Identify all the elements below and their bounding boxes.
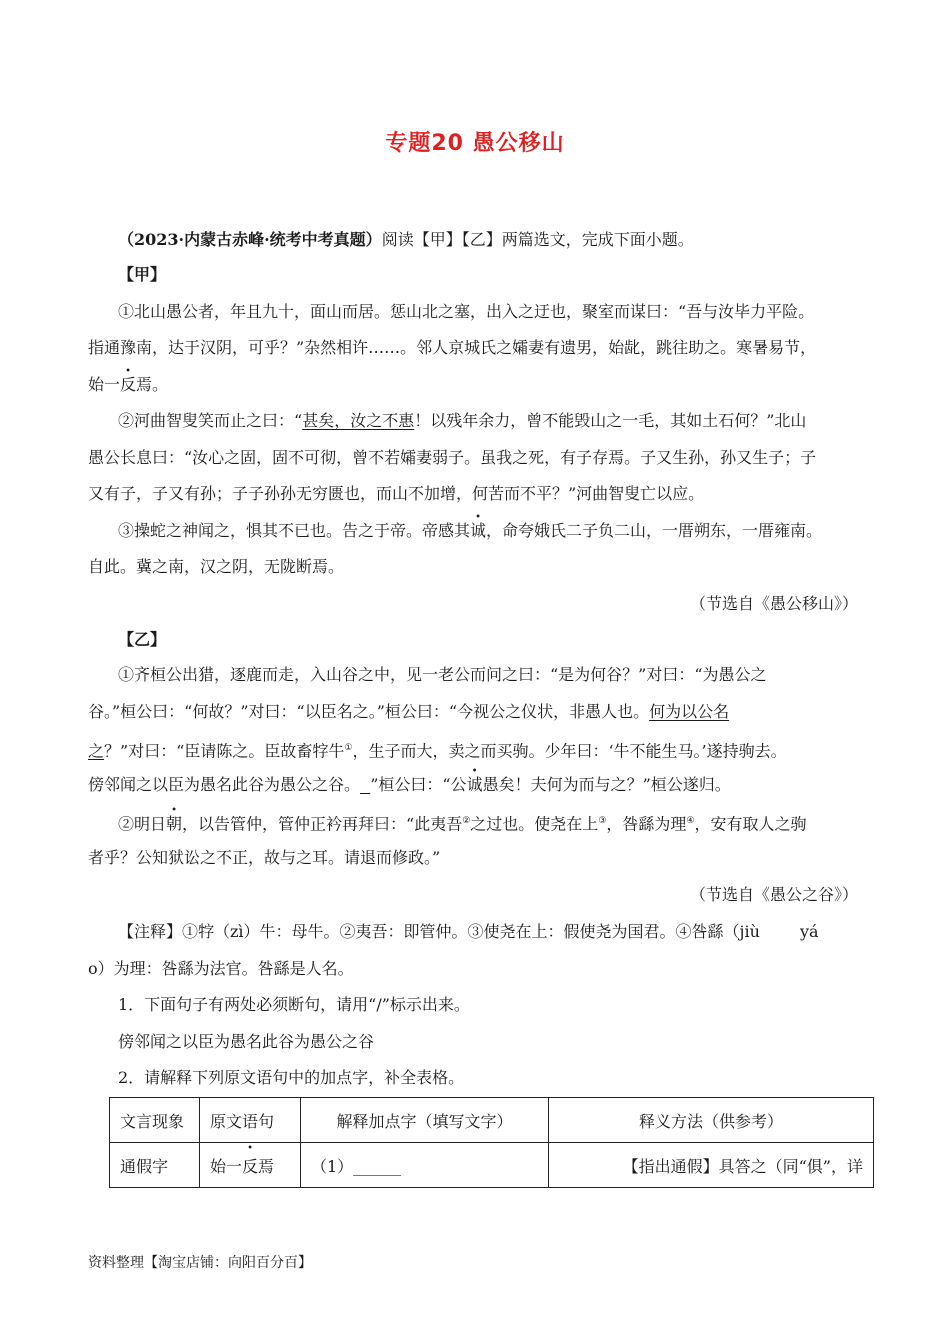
- table-cell-sentence: [200, 1143, 301, 1188]
- yi-source: （节选自《愚公之谷》）: [689, 885, 858, 904]
- yi-line-1: ①齐桓公出猎，逐鹿而走，入山谷之中，见一老公而问之曰：“是为何谷？”对曰：“为愚公之: [118, 665, 767, 684]
- jia-line-8: 自此。冀之南，汉之阴，无陇断焉。: [88, 557, 345, 576]
- jia-line-7: [118, 520, 822, 542]
- footnote-mark-4: ④: [686, 816, 695, 826]
- footnote-mark-1: ①: [344, 743, 353, 753]
- yi-line-5-b: ，以告管仲，管仲正衿再拜曰：“此夷吾: [182, 814, 463, 834]
- table-header: 文言现象: [110, 1098, 200, 1143]
- notes-line-2: o）为理：咎繇为法官。咎繇是人名。: [88, 959, 354, 978]
- footer-text: 资料整理【淘宝店铺：向阳百分百】: [88, 1255, 312, 1271]
- dotted-char-fan-table: 反: [242, 1156, 259, 1176]
- yi-line-2-a: 谷。”桓公曰：“何故？”对曰：“以臣名之。”桓公曰：“今视公之仪状，非愚人也。: [88, 702, 650, 721]
- answer-table: [109, 1097, 874, 1188]
- footnote-mark-3: ③: [598, 816, 607, 826]
- yi-line-6: 者乎？公知狱讼之不正，故与之耳。请退而修政。”: [88, 848, 441, 867]
- yi-line-3-a: ？”对曰：“臣请陈之。臣故畜牸牛: [104, 741, 345, 761]
- underlined-phrase-2-end: 之: [88, 741, 105, 761]
- table-row: [110, 1143, 874, 1188]
- yi-line-5: [118, 810, 807, 835]
- footnote-mark-2: ②: [462, 816, 471, 826]
- jia-line-6: 又有子，子又有孙；子子孙孙无穷匮也，而山不加增，何苦而不平？”河曲智叟亡以应。: [88, 484, 705, 503]
- sentence-b: 焉: [258, 1156, 275, 1176]
- jia-line-7-a: ③操蛇之神闻之，惧其不已也。告之于帝。帝感其: [118, 521, 471, 540]
- table-header: 解释加点字（填写文字）: [301, 1098, 549, 1143]
- table-header-row: [110, 1098, 874, 1143]
- notes-line-1: [118, 921, 819, 943]
- jia-label: 【甲】: [118, 265, 167, 284]
- jia-line-5: 愚公长息曰：“汝心之固，固不可彻，曾不若孀妻弱子。虽我之死，有子存焉。子又生孙，孙又生子；子: [88, 448, 817, 467]
- dotted-char-cheng-2: 诚: [466, 775, 483, 794]
- notes-line-1-a: 【注释】①牸（zì）牛：母牛。②夷吾：即管仲。③使尧在上：假使尧为国君。④咎繇（jiù: [118, 922, 760, 941]
- jia-line-1: ①北山愚公者，年且九十，面山而居。惩山北之塞，出入之迂也，聚室而谋曰：“吾与汝毕力平险。: [118, 302, 815, 321]
- yi-line-4-b: ”桓公曰：“公: [370, 775, 467, 794]
- jia-line-4: [118, 410, 806, 432]
- jia-line-2: 指通豫南，达于汉阴，可乎？”杂然相许……。邻人京城氏之孀妻有遗男，始龀，跳往助之。寒暑易节，: [88, 338, 817, 357]
- intro-text: 阅读【甲】【乙】两篇选文，完成下面小题。: [381, 230, 694, 249]
- question-1-sentence: 傍邻闻之以臣为愚名此谷为愚公之谷: [118, 1032, 375, 1051]
- jia-line-7-b: ，命夸娥氏二子负二山，一厝朔东，一厝雍南。: [486, 521, 823, 540]
- yi-line-4-a: 傍邻闻之以臣为愚名此谷为愚公之谷。: [88, 775, 361, 794]
- jia-line-3-b: 焉。: [136, 375, 169, 394]
- question-1: 1．下面句子有两处必须断句，请用“/”标示出来。: [118, 995, 470, 1014]
- table-header: 释义方法（供参考）: [549, 1098, 874, 1143]
- yi-line-3: [88, 737, 787, 762]
- jia-line-4-b: ！以残年余力，曾不能毁山之一毛，其如土石何？”北山: [414, 411, 807, 430]
- jia-line-4-a: ②河曲智叟笑而止之曰：“: [118, 411, 303, 430]
- yi-line-5-a: ②明日: [118, 814, 167, 834]
- intro-line: [118, 229, 694, 251]
- question-2: 2．请解释下列原文语句中的加点字，补全表格。: [118, 1068, 465, 1087]
- yi-line-3-b: ，生子而大，卖之而买驹。少年曰：‘牛不能生马。’遂持驹去。: [352, 741, 787, 761]
- notes-line-1-b: yá: [799, 922, 819, 941]
- dotted-char-fan: 反: [120, 375, 137, 394]
- table-cell-answer[interactable]: （1）______: [301, 1143, 549, 1188]
- jia-line-3: [88, 374, 168, 396]
- dotted-char-cheng: 诚: [470, 521, 487, 540]
- table-header: 原文语句: [200, 1098, 301, 1143]
- underlined-phrase-1: 甚矣，汝之不惠: [302, 411, 415, 430]
- table-cell-type: 通假字: [110, 1143, 200, 1188]
- yi-line-4-c: 愚矣！夫何为而与之？”桓公遂归。: [482, 775, 731, 794]
- yi-line-5-d: ，咎繇为理: [606, 814, 687, 834]
- yi-label: 【乙】: [118, 630, 167, 649]
- jia-source: （节选自《愚公移山》）: [689, 594, 858, 613]
- page-title: 专题20 愚公移山: [385, 131, 565, 156]
- underlined-phrase-2: 何为以公名: [649, 702, 730, 721]
- yi-line-2: [88, 701, 729, 723]
- table-cell-method: 【指出通假】具答之（同“俱”，详: [549, 1143, 874, 1188]
- dotted-char-chao: 朝: [166, 814, 183, 834]
- yi-line-5-e: ，安有取人之驹: [694, 814, 807, 834]
- yi-line-4: [88, 774, 731, 796]
- blank-underline: [360, 775, 370, 794]
- intro-source: （2023·内蒙古赤峰·统考中考真题）: [118, 230, 382, 249]
- sentence-a: 始一: [210, 1156, 243, 1176]
- jia-line-3-a: 始一: [88, 375, 121, 394]
- yi-line-5-c: 之过也。使尧在上: [470, 814, 599, 834]
